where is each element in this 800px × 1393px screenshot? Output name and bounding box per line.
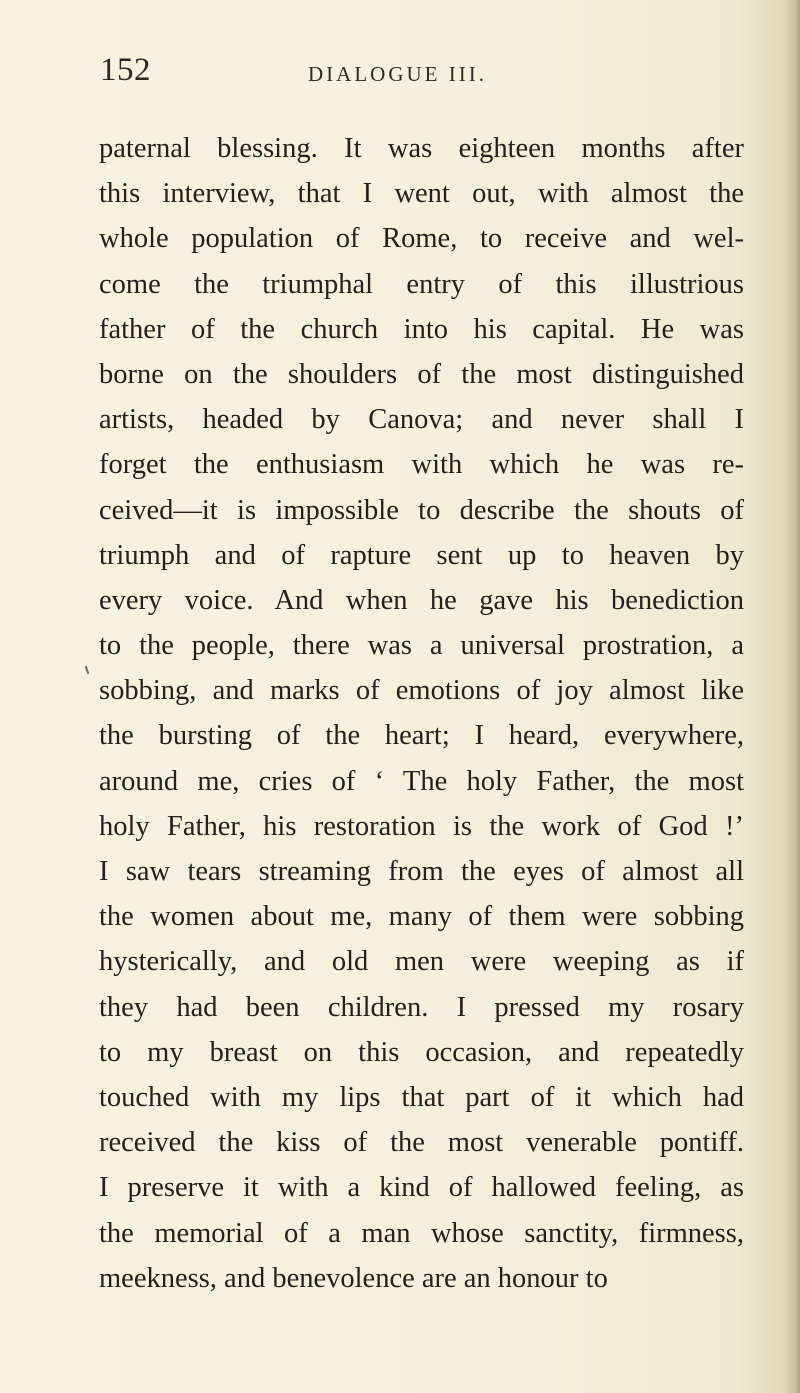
text-line: received the kiss of the most venerable pontiff. [99,1127,744,1159]
text-line: forget the enthusiasm with which he was re- [99,449,744,481]
stray-ink-mark [85,666,90,674]
text-line: I saw tears streaming from the eyes of almost all [99,856,744,887]
text-line: come the triumphal entry of this illustrious [99,268,744,300]
body-text [99,126,744,1301]
page-header [100,52,700,102]
text-line: every voice. And when he gave his benediction [99,584,744,616]
text-line: ceived—it is impossible to describe the shouts of [99,494,744,526]
page-number: 152 [100,52,151,88]
text-line: they had been children. I pressed my rosary [99,991,744,1023]
text-line: whole population of Rome, to receive and wel- [99,223,744,255]
text-line: holy Father, his restoration is the work of God !’ [99,810,744,842]
text-line: hysterically, and old men were weeping as if [99,946,744,978]
text-line: borne on the shoulders of the most distinguished [99,358,744,390]
text-line: I preserve it with a kind of hallowed feeling, as [99,1172,744,1204]
text-line: the bursting of the heart; I heard, everywhere, [99,720,744,752]
text-line: artists, headed by Canova; and never shall I [99,404,744,436]
text-line: around me, cries of ‘ The holy Father, the most [99,765,744,797]
text-line: sobbing, and marks of emotions of joy almost like [99,675,744,707]
text-line: father of the church into his capital. He was [99,313,744,345]
text-line: meekness, and benevolence are an honour to [99,1262,608,1294]
text-line: triumph and of rapture sent up to heaven by [99,539,744,571]
running-head: DIALOGUE III. [308,62,487,86]
text-line: to my breast on this occasion, and repeatedly [99,1036,744,1068]
text-line: the women about me, many of them were sobbing [99,901,744,933]
text-line: to the people, there was a universal prostration, a [99,630,744,662]
text-line: this interview, that I went out, with almost the [99,178,744,210]
text-line: touched with my lips that part of it which had [99,1081,744,1113]
text-line: paternal blessing. It was eighteen months after [99,133,744,164]
page-edge-shadow [786,0,800,1393]
text-line: the memorial of a man whose sanctity, firmness, [99,1217,744,1249]
